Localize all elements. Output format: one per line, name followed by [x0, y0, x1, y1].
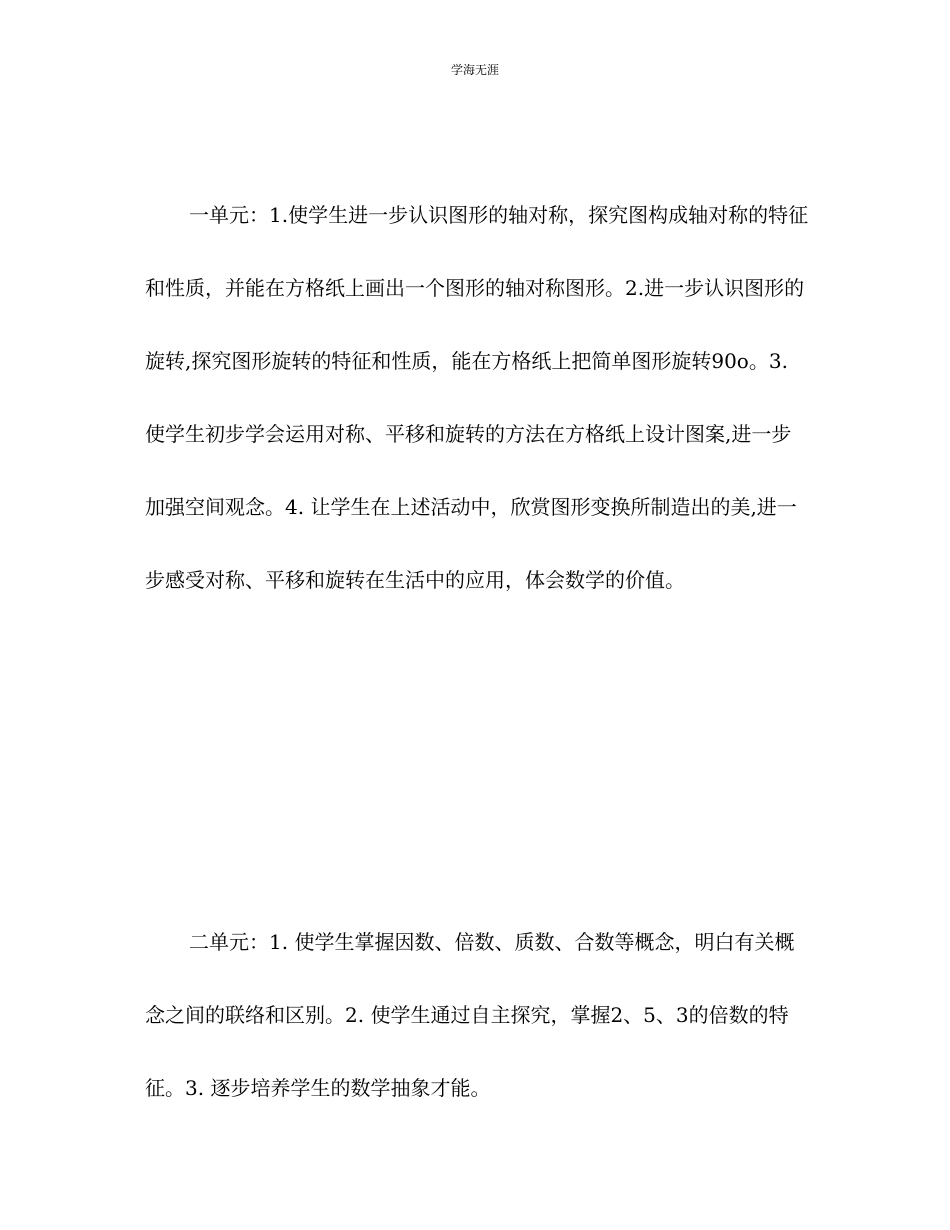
page-header: 学海无涯 [450, 63, 499, 77]
paragraph-unit-two: 二单元：1. 使学生掌握因数、倍数、质数、合数等概念，明白有关概念之间的联络和区别。2. 使学生通过自主探究，掌握2、5、3的倍数的特征。3. 逐步培养学生的数学抽象才能。 [145, 930, 795, 1100]
paragraph-unit-one: 一单元：1.使学生进一步认识图形的轴对称，探究图构成轴对称的特征和性质，并能在方格纸上画出一个图形的轴对称图形。2.进一步认识图形的旋转,探究图形旋转的特征和性质，能在方格纸上把简单图形旋转90o。3. 使学生初步学会运用对称、平移和旋转的方法在方格纸上设计图案,进一步加强空间观念。4. 让学生在上述活动中，欣赏图形变换所制造出的美,进一步感受对称、平移和旋转在生活中的应用，体会数学的价值。 [145, 203, 809, 592]
